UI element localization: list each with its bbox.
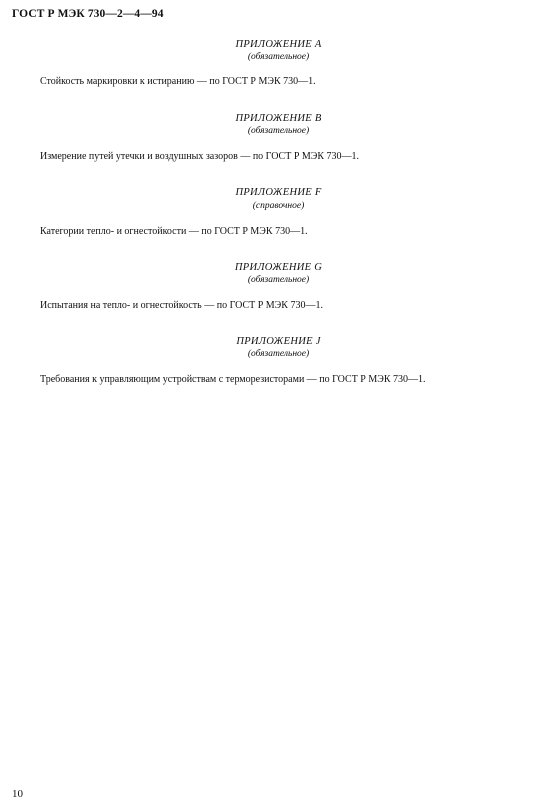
appendix-status: (обязательное) [247, 275, 310, 285]
appendix-status: (обязательное) [247, 349, 310, 359]
appendix-text: Испытания на тепло- и огнестойкость — по ГОСТ Р МЭК 730—1. [40, 300, 323, 311]
appendix-title: ПРИЛОЖЕНИЕ В [235, 113, 322, 124]
appendix-status: (справочное) [252, 201, 305, 211]
appendix-status: (обязательное) [247, 52, 310, 62]
appendix-title: ПРИЛОЖЕНИЕ F [235, 187, 322, 198]
appendix-status: (обязательное) [247, 126, 310, 136]
page-number: 10 [12, 788, 23, 800]
appendix-title: ПРИЛОЖЕНИЕ J [236, 336, 321, 347]
appendix-title: ПРИЛОЖЕНИЕ А [235, 39, 322, 50]
appendix-text: Измерение путей утечки и воздушных зазоров — по ГОСТ Р МЭК 730—1. [40, 151, 360, 162]
appendix-title: ПРИЛОЖЕНИЕ G [234, 262, 323, 273]
appendix-text: Требования к управляющим устройствам с терморезисторами — по ГОСТ Р МЭК 730—1. [40, 374, 426, 385]
appendix-text: Стойкость маркировки к истиранию — по ГОСТ Р МЭК 730—1. [40, 76, 316, 87]
appendix-text: Категории тепло- и огнестойкости — по ГОСТ Р МЭК 730—1. [40, 226, 308, 237]
document-header: ГОСТ Р МЭК 730—2—4—94 [12, 8, 164, 20]
